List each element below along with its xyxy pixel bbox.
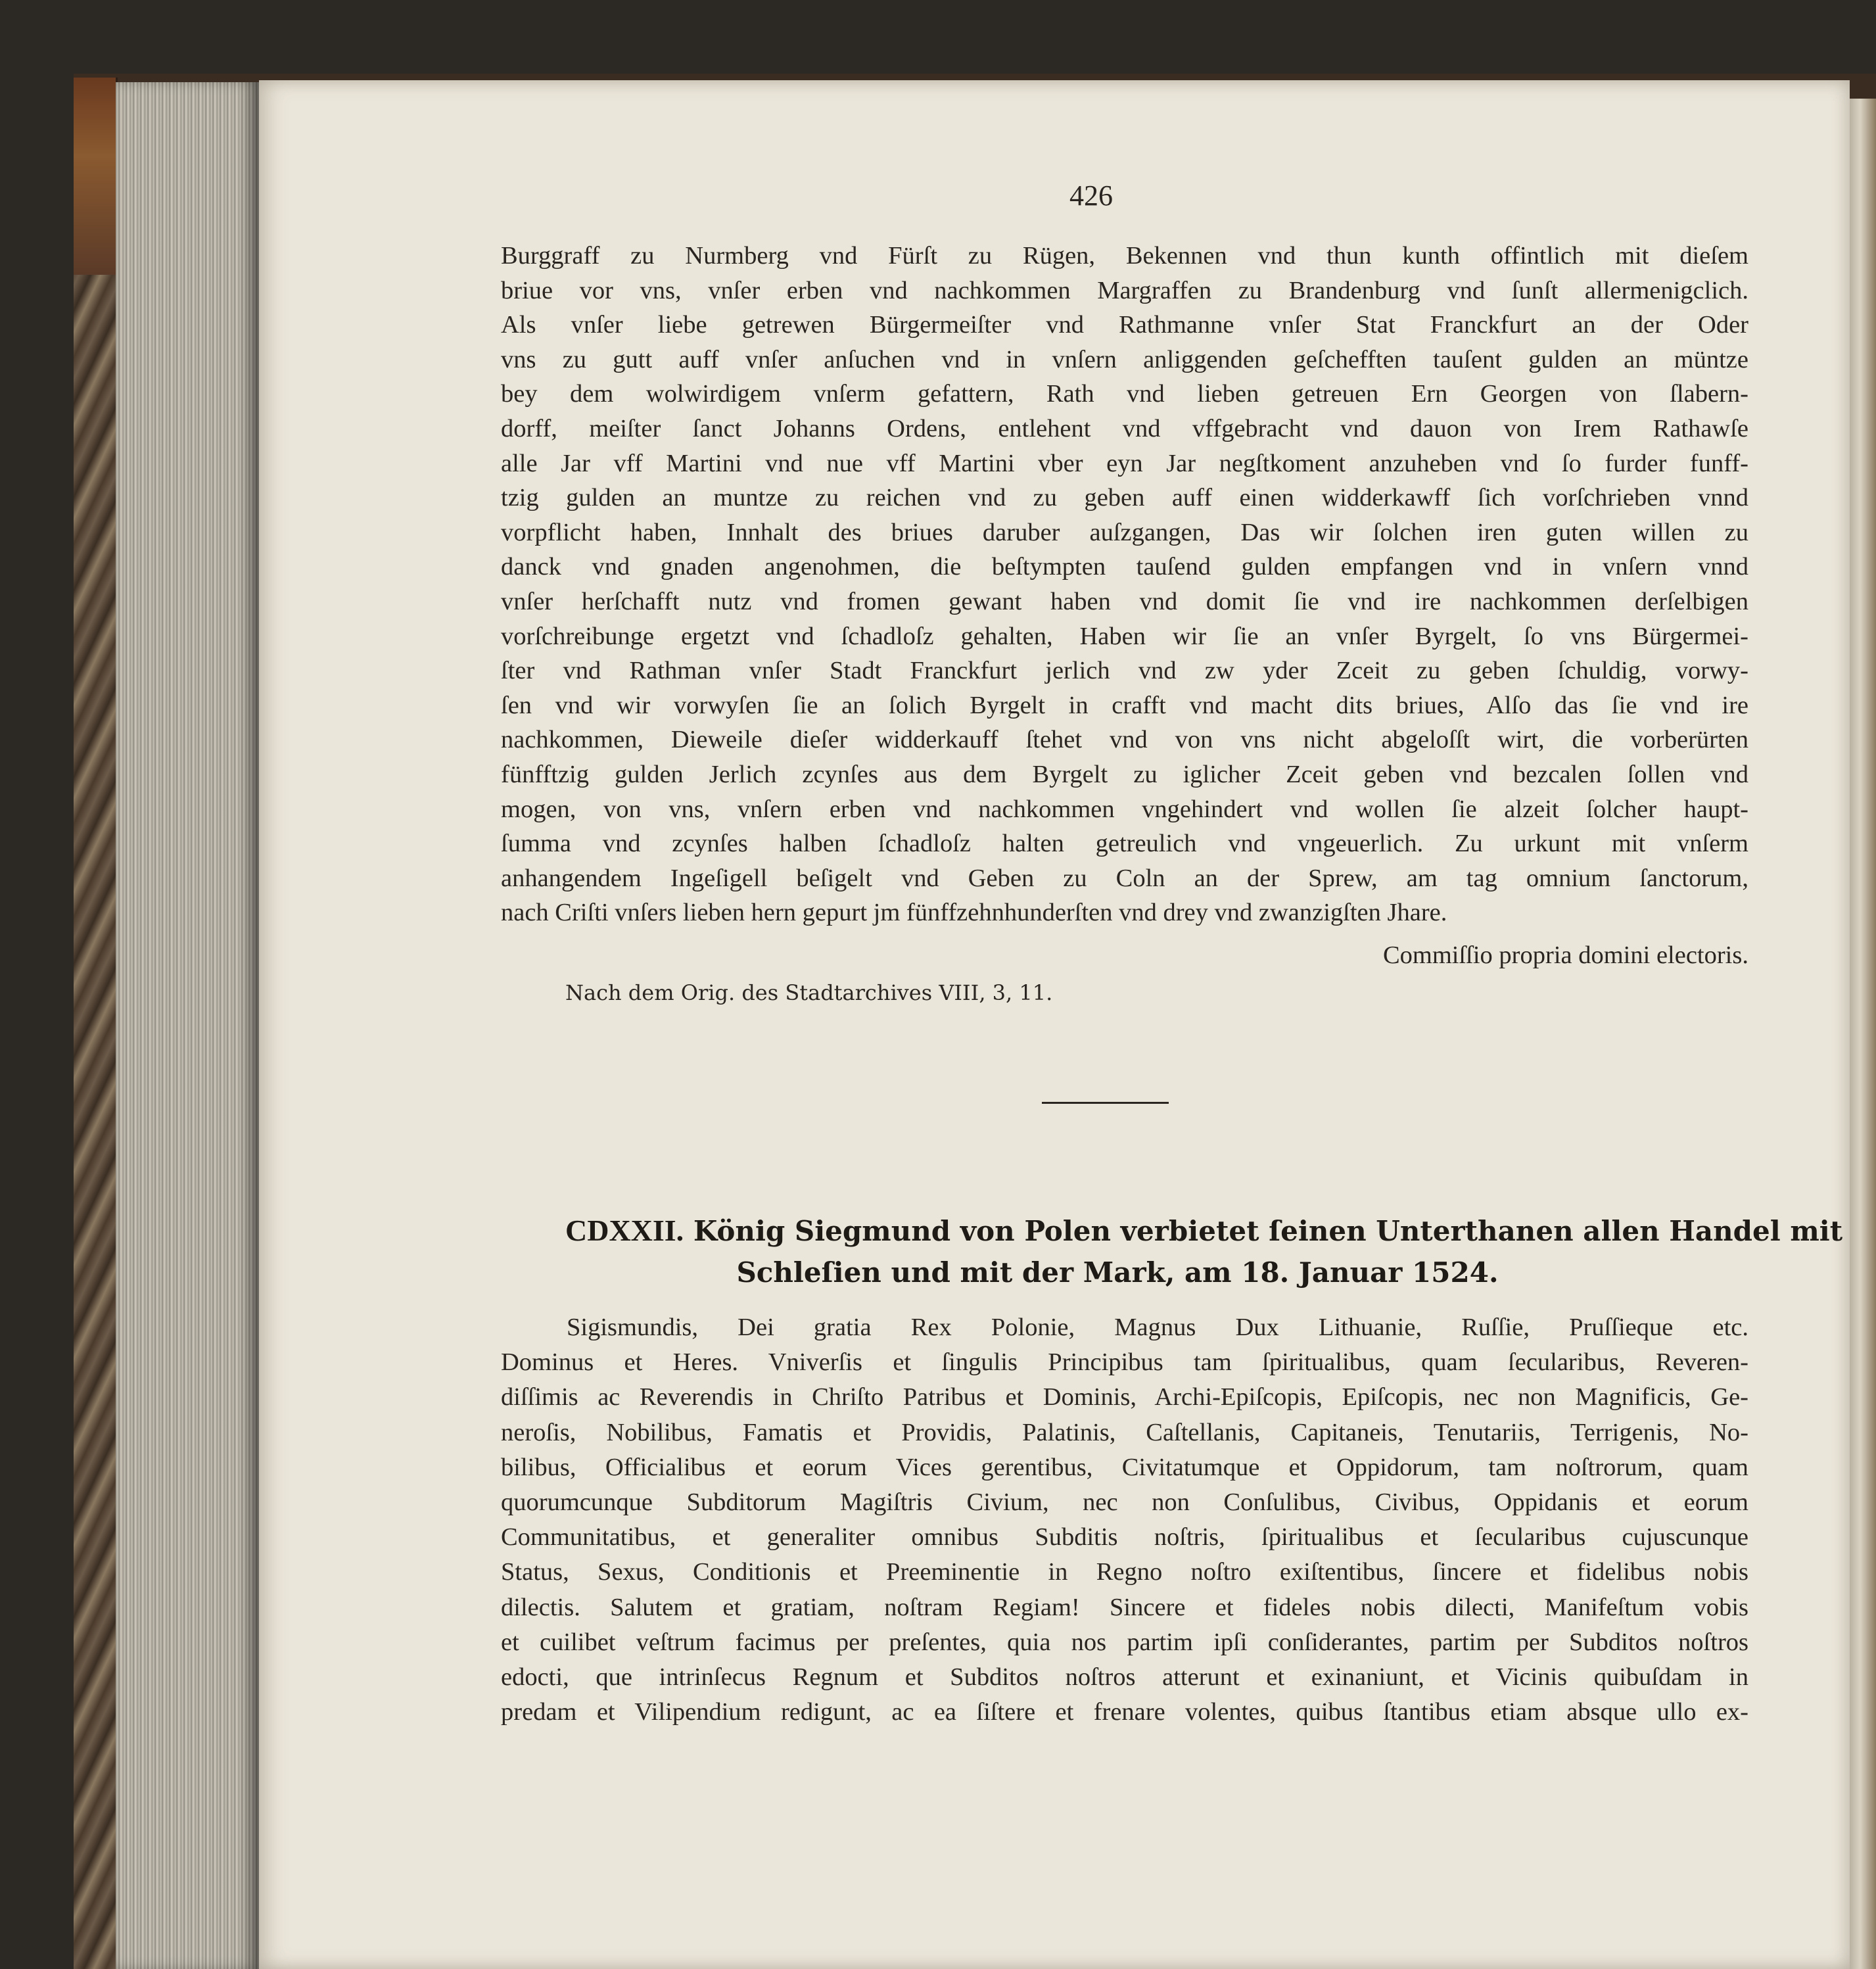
document-2-line: Dominus et Heres. Vniverſis et ſingulis Principibus tam ſpiritualibus, quam ſecularibus, Reveren-	[501, 1348, 1748, 1377]
document-2-line: predam et Vilipendium redigunt, ac ea ſiſtere et frenare volentes, quibus ſtantibus etiam absque ullo ex-	[501, 1698, 1748, 1726]
page-stack-edges	[116, 82, 259, 1969]
document-number: CDXXII.	[565, 1214, 684, 1247]
document-2-line: quorumcunque Subditorum Magiſtris Civium, nec non Conſulibus, Civibus, Oppidanis et eorum	[501, 1488, 1748, 1516]
section-heading-line1	[565, 1212, 1843, 1250]
document-1-line: tzig gulden an muntze zu reichen vnd zu geben auff einen widderkawff ſich vorſchrieben vnnd	[501, 484, 1748, 512]
document-1-line: briue vor vns, vnſer erben vnd nachkommen Margraffen zu Brandenburg vnd ſunſt allermenigclich.	[501, 276, 1748, 304]
document-1-line: alle Jar vff Martini vnd nue vff Martini vber eyn Jar negſtkoment anzuheben vnd ſo furder funff-	[501, 449, 1748, 477]
document-2-line: et cuilibet veſtrum facimus per preſentes, quia nos partim ipſi conſiderantes, partim per Subditos noſtros	[501, 1628, 1748, 1656]
document-2-line: Status, Sexus, Conditionis et Preeminentie in Regno noſtro exiſtentibus, ſincere et fidelibus nobis	[501, 1558, 1748, 1586]
document-1-line: mogen, von vns, vnſern erben vnd nachkommen vngehindert vnd wollen ſie alzeit ſolcher haupt-	[501, 795, 1748, 823]
section-divider	[1042, 1102, 1169, 1104]
document-1-line: Als vnſer liebe getrewen Bürgermeiſter vnd Rathmanne vnſer Stat Franckfurt an der Oder	[501, 311, 1748, 339]
document-1-line: vorſchreibunge ergetzt vnd ſchadloſz gehalten, Haben wir ſie an vnſer Byrgelt, ſo vns Bürgermei-	[501, 622, 1748, 650]
document-1-line: nachkommen, Dieweile dieſer widderkauff ſtehet vnd von vns nicht abgeloſſt wirt, die vorberürten	[501, 726, 1748, 754]
document-2-line: neroſis, Nobilibus, Famatis et Providis, Palatinis, Caſtellanis, Capitaneis, Tenutariis, Terrigenis, No-	[501, 1418, 1748, 1446]
document-1-line: fünfftzig gulden Jerlich zcynſes aus dem Byrgelt zu iglicher Zceit geben vnd bezcalen ſollen vnd	[501, 761, 1748, 788]
document-1-line: vnſer herſchafft nutz vnd fromen gewant haben vnd domit ſie vnd ire nachkommen derſelbigen	[501, 588, 1748, 615]
document-1-line: Burggraff zu Nurmberg vnd Fürſt zu Rügen, Bekennen vnd thun kunth offintlich mit dieſem	[501, 242, 1748, 270]
document-1-line: ſumma vnd zcynſes halben ſchadloſz halten getreulich vnd vngeuerlich. Zu urkunt mit vnſerm	[501, 830, 1748, 858]
document-1-line: anhangendem Ingeſigell beſigelt vnd Geben zu Coln an der Sprew, am tag omnium ſanctorum,	[501, 864, 1748, 892]
document-1-line: vns zu gutt auff vnſer anſuchen vnd in vnſern anliggenden geſchefften tauſent gulden an müntze	[501, 345, 1748, 373]
document-1-line: vorpflicht haben, Innhalt des briues daruber auſzgangen, Das wir ſolchen iren guten willen zu	[501, 518, 1748, 546]
document-2-line: edocti, que intrinſecus Regnum et Subditos noſtros atterunt et exinaniunt, et Vicinis quibuſdam in	[501, 1663, 1748, 1691]
document-2-line: bilibus, Officialibus et eorum Vices gerentibus, Civitatumque et Oppidorum, tam noſtrorum, quam	[501, 1453, 1748, 1481]
source-note: Nach dem Orig. des Stadtarchives VIII, 3, 11.	[565, 980, 1053, 1005]
next-page-edge	[1850, 99, 1876, 1969]
document-2-line: dilectis. Salutem et gratiam, noſtram Regiam! Sincere et fideles nobis dilecti, Manifeſtum vobis	[501, 1593, 1748, 1621]
document-1-line: dorff, meiſter ſanct Johanns Ordens, entlehent vnd vffgebracht vnd dauon von Irem Rathawſe	[501, 415, 1748, 442]
document-1-line: danck vnd gnaden angenohmen, die beſtympten tauſend gulden empfangen vnd in vnſern vnnd	[501, 553, 1748, 581]
signature-line: Commiſſio propria domini electoris.	[1382, 941, 1748, 969]
document-1-line: nach Criſti vnſers lieben hern gepurt jm fünffzehnhunderſten vnd drey vnd zwanzigſten Jhare.	[501, 899, 1447, 927]
document-1-line: ſen vnd wir vorwyſen ſie an ſolich Byrgelt in crafft vnd macht dits briues, Alſo das ſie vnd ire	[501, 691, 1748, 719]
document-2-line: diſſimis ac Reverendis in Chriſto Patribus et Dominis, Archi-Epiſcopis, Epiſcopis, nec non Magnificis, Ge-	[501, 1383, 1748, 1412]
document-2-line: Sigismundis, Dei gratia Rex Polonie, Magnus Dux Lithuanie, Ruſſie, Pruſſieque etc.	[567, 1314, 1748, 1341]
heading-title-part1: König Siegmund von Polen verbietet ſeinen Unterthanen allen Handel mit	[693, 1215, 1843, 1247]
marbled-cover	[74, 78, 118, 1969]
document-2-line: Communitatibus, et generaliter omnibus Subditis noſtris, ſpiritualibus et ſecularibus cujuscunque	[501, 1523, 1748, 1552]
page-number: 426	[1069, 179, 1113, 212]
section-heading-line2: Schleſien und mit der Mark, am 18. Januar 1524.	[736, 1256, 1499, 1289]
document-1-line: ſter vnd Rathman vnſer Stadt Franckfurt jerlich vnd zw yder Zceit zu geben ſchuldig, vorwy-	[501, 657, 1748, 685]
document-1-line: bey dem wolwirdigem vnſerm gefattern, Rath vnd lieben getreuen Ern Georgen von ſlabern-	[501, 380, 1748, 408]
